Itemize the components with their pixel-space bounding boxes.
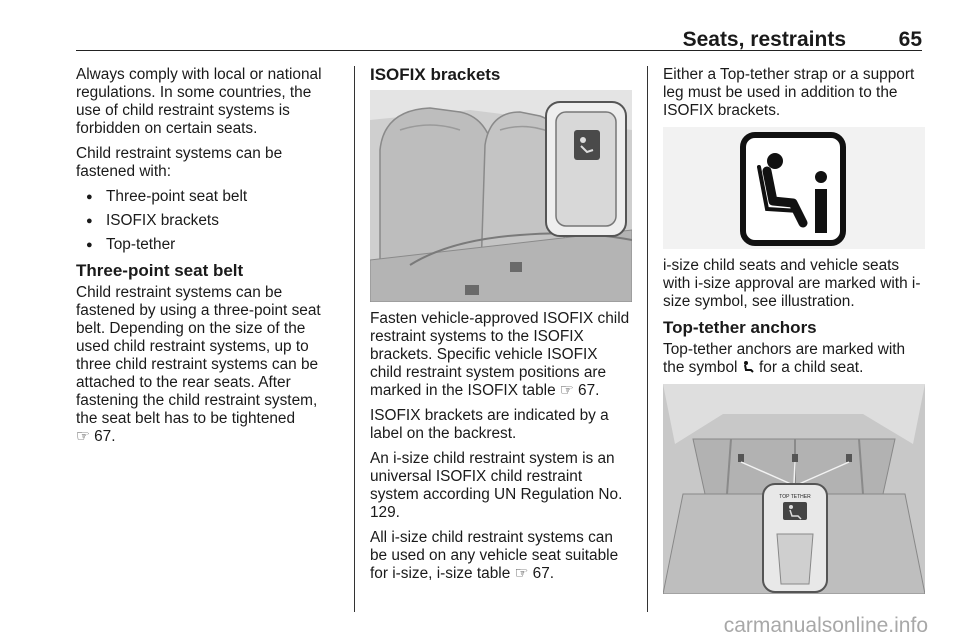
fastening-methods-list xyxy=(76,188,338,254)
isofix-paragraph-4 xyxy=(370,529,632,583)
top-tether-intro: Either a Top-tether strap or a support leg must be used in addition to the ISOFIX brackets. xyxy=(663,66,915,119)
i-size-text: All i-size child restraint systems can be used on any vehicle seat suitable for i-size, i-size table xyxy=(370,529,619,582)
three-point-paragraph xyxy=(76,284,338,446)
page-ref-link[interactable]: 67. xyxy=(94,428,116,445)
i-size-paragraph: i-size child seats and vehicle seats with i-size approval are marked with i-size symbol, see illustration. xyxy=(663,257,921,310)
column-divider xyxy=(354,66,355,612)
section-heading-three-point: Three-point seat belt xyxy=(76,261,244,280)
isofix-paragraph-3: An i-size child restraint system is an universal ISOFIX child restraint system according UN Regulation No. 129. xyxy=(370,450,623,521)
i-size-symbol-illustration xyxy=(663,127,925,249)
top-tether-label: TOP TETHER xyxy=(779,494,811,500)
isofix-seat-illustration xyxy=(370,90,632,302)
intro-paragraph: Always comply with local or national regulations. In some countries, the use of child restraint systems is forbidden on certain seats. xyxy=(76,66,322,137)
trunk-top-tether-illustration xyxy=(663,384,925,594)
section-heading-top-tether: Top-tether anchors xyxy=(663,318,817,337)
column-2 xyxy=(370,66,632,590)
column-divider xyxy=(647,66,648,612)
column-1 xyxy=(76,66,338,453)
page-ref-icon: ☞ xyxy=(559,382,574,399)
fastened-with-paragraph: Child restraint systems can be fastened with: xyxy=(76,145,283,180)
header-title: Seats, restraints xyxy=(682,28,846,51)
list-item: ● Three-point seat belt xyxy=(76,188,338,206)
isofix-text: Fasten vehicle-approved ISOFIX child restraint systems to the ISOFIX brackets. Specific vehicle ISOFIX child restraint system positions are marked in the ISOFIX table xyxy=(370,310,630,399)
page-ref-link[interactable]: 67. xyxy=(578,382,600,399)
column-3 xyxy=(663,66,927,602)
section-heading-isofix: ISOFIX brackets xyxy=(370,65,501,84)
top-tether-text: Top-tether anchors are marked with the symbol xyxy=(663,341,906,376)
watermark: carmanualsonline.info xyxy=(723,614,928,637)
three-point-text: Child restraint systems can be fastened by using a three-point seat belt. Depending on the size of the used child restraint systems, up to three child restraint systems can be attached to the rear seats. After fastening the child restraint system, the seat belt has to be tightened xyxy=(76,284,321,427)
top-tether-text-end: for a child seat. xyxy=(758,359,864,376)
top-tether-paragraph xyxy=(663,341,927,377)
isofix-paragraph-1 xyxy=(370,310,632,400)
header-rule xyxy=(76,50,922,51)
page-ref-icon: ☞ xyxy=(514,565,529,582)
page-number: 65 xyxy=(898,28,922,51)
child-seat-icon xyxy=(742,360,755,373)
page-ref-link[interactable]: 67. xyxy=(532,565,555,582)
page-ref-icon: ☞ xyxy=(76,428,90,445)
list-item: ● ISOFIX brackets xyxy=(76,212,338,230)
list-item: ● Top-tether xyxy=(76,236,338,254)
isofix-paragraph-2: ISOFIX brackets are indicated by a label on the backrest. xyxy=(370,407,609,442)
